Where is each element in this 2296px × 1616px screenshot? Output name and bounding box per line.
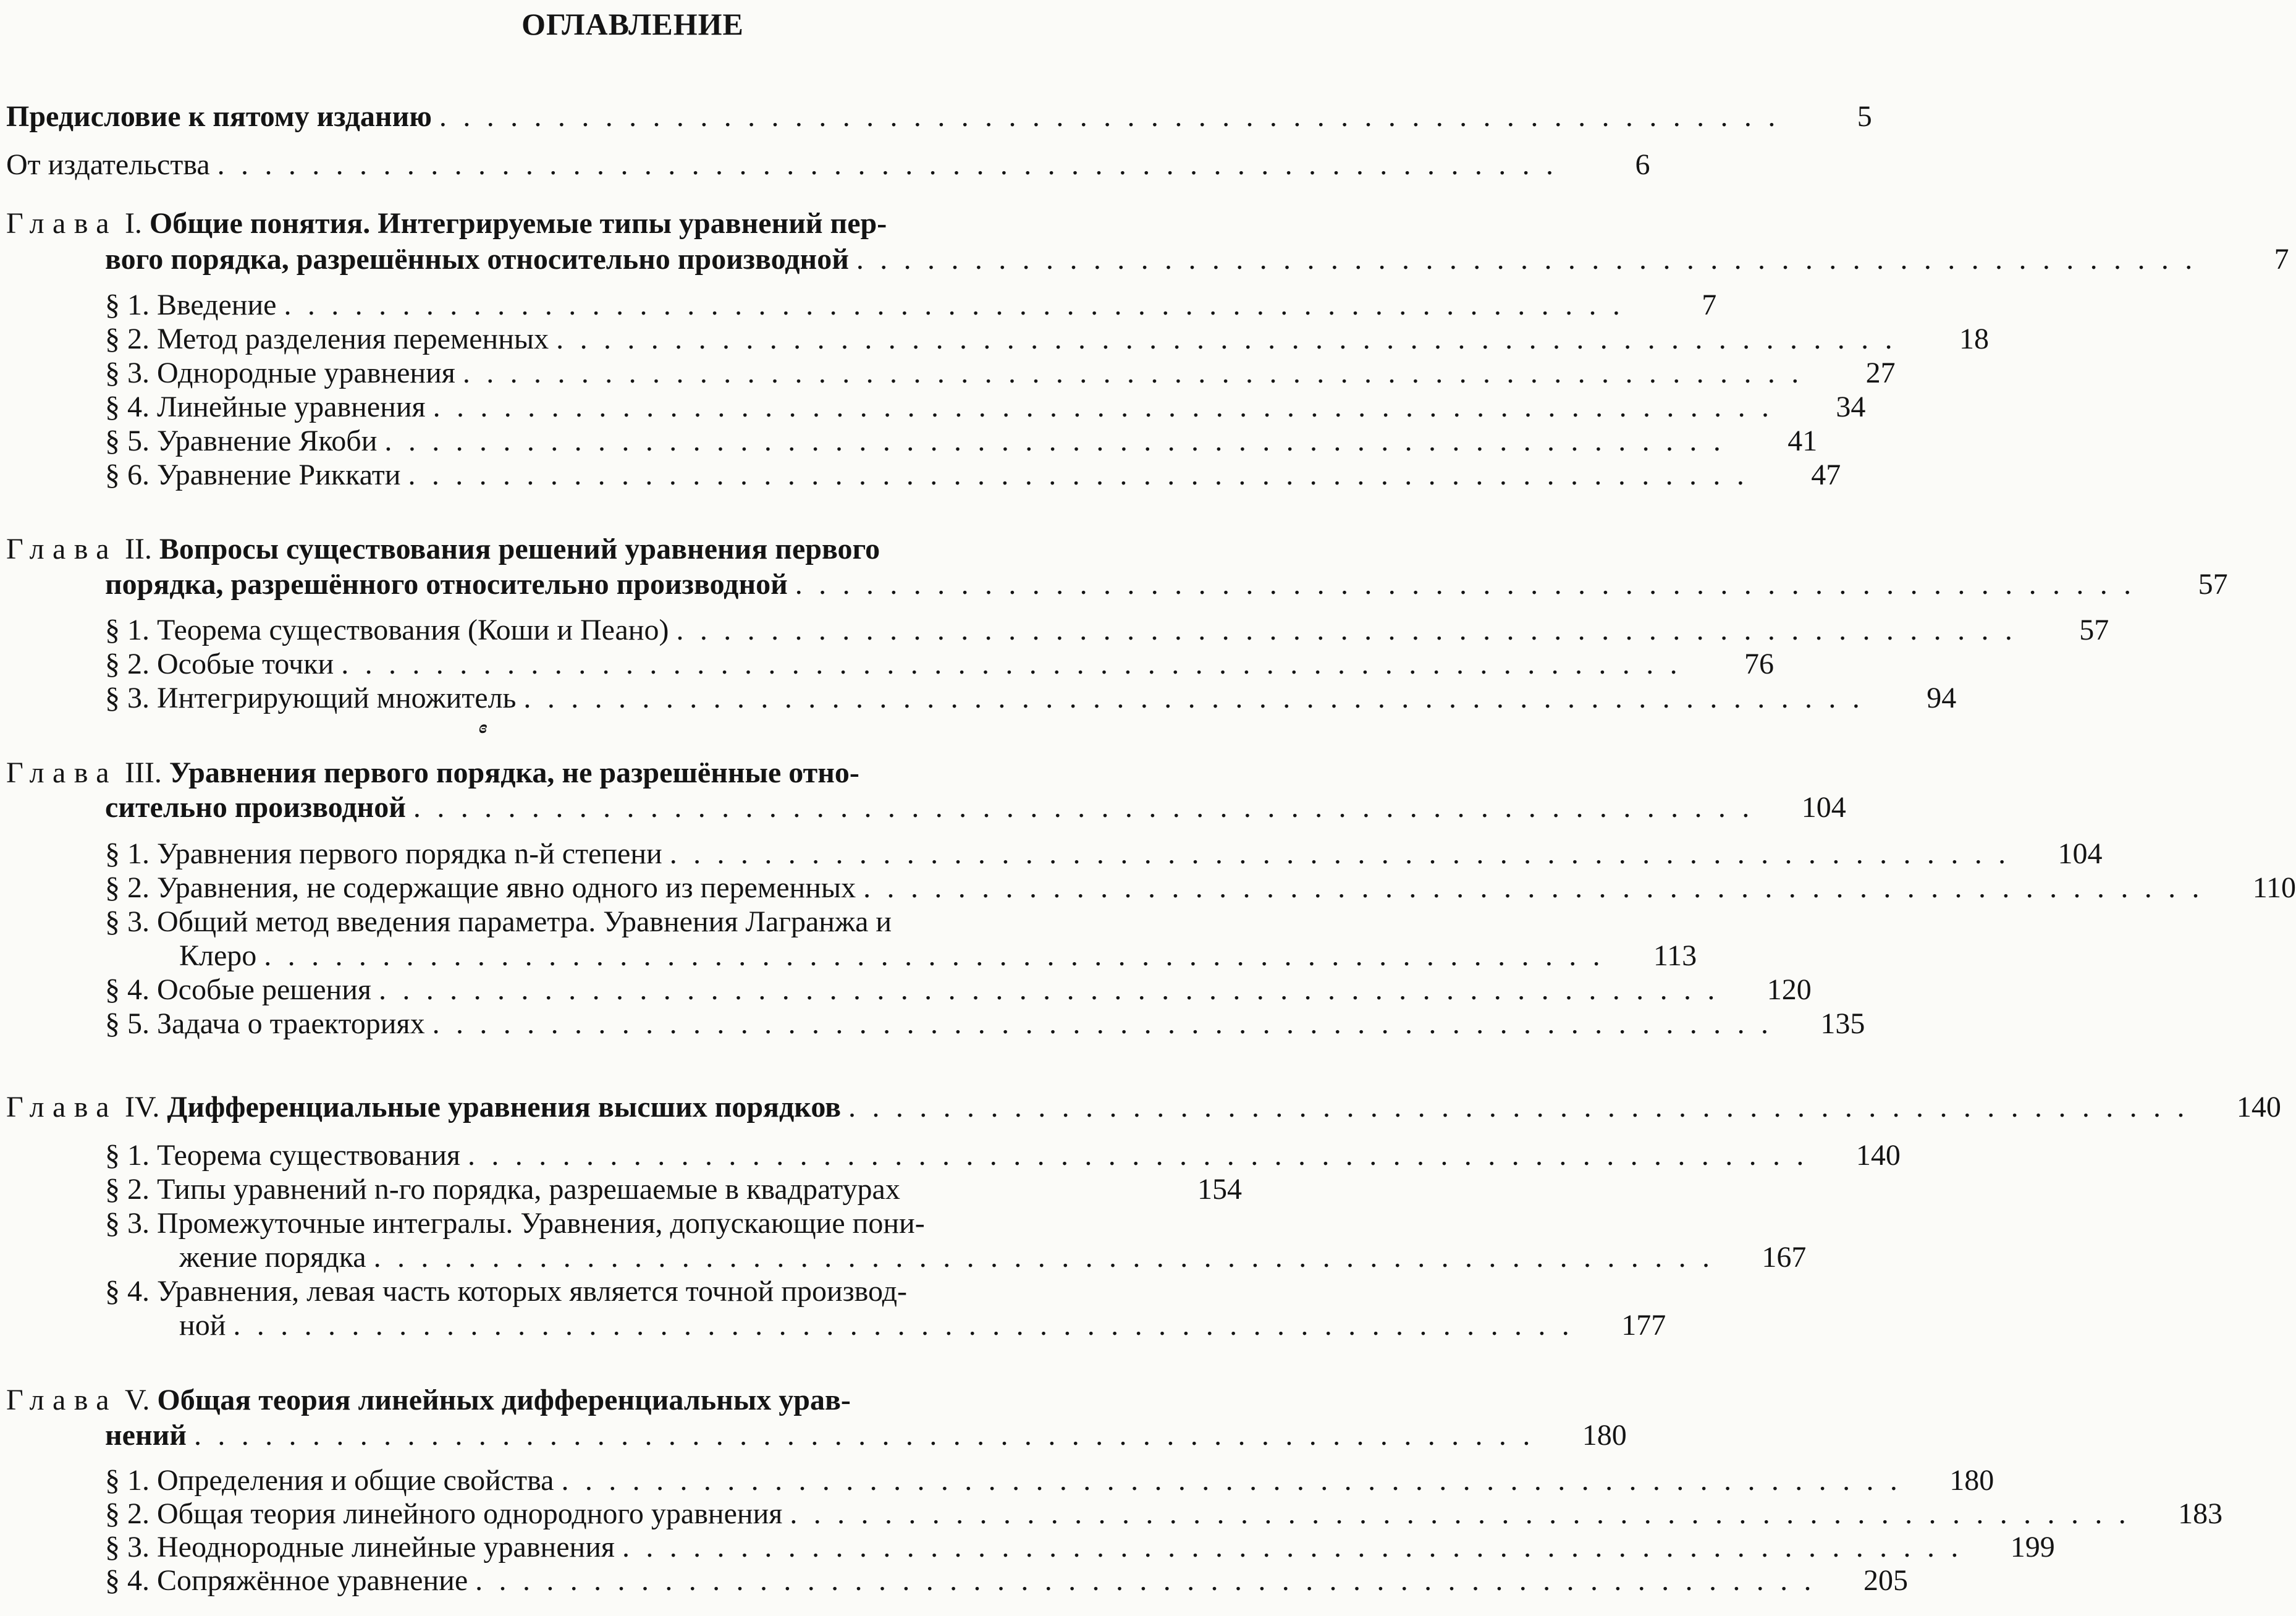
entry-label: § 4. Линейные уравнения [105, 391, 426, 423]
entry-label: § 4. Особые решения [105, 973, 371, 1006]
toc-entry-section[interactable] [105, 837, 2103, 871]
entry-label: § 2. Особые точки [105, 648, 334, 680]
dot-leader: ......................................................... [790, 1497, 2143, 1530]
entry-label: § 4. Сопряжённое уравнение [105, 1564, 468, 1597]
dot-leader: ......................................................... [439, 100, 1792, 133]
page-number: 18 [1959, 323, 1989, 355]
entry-label: § 2. Уравнения, не содержащие явно одного из переменных [105, 871, 856, 904]
page-number: 113 [1653, 939, 1697, 972]
toc-entry-section[interactable] [105, 1007, 1865, 1041]
chapter-heading-cont[interactable] [105, 791, 1846, 824]
page-number: 27 [1865, 357, 1896, 389]
page-number: 104 [2058, 837, 2103, 870]
chapter-word: Глава [6, 207, 117, 240]
chapter-heading[interactable] [6, 756, 1143, 790]
page-number: 76 [1744, 648, 1775, 680]
toc-entry-section[interactable] [105, 1464, 1994, 1497]
chapter-number: V. [124, 1384, 150, 1416]
entry-label: § 1. Введение [105, 289, 277, 321]
chapter-title: Дифференциальные уравнения высших порядков [167, 1091, 842, 1123]
dot-leader: ......................................................... [413, 791, 1766, 824]
toc-entry-section[interactable] [105, 648, 1775, 681]
dot-leader: ......................................................... [669, 837, 2022, 870]
dot-leader: ......................................................... [284, 289, 1637, 321]
dot-leader: ......................................................... [233, 1309, 1586, 1342]
page-number: 140 [1855, 1139, 1901, 1172]
entry-label: § 2. Типы уравнений n-го порядка, разрешаемые в квадратурах [105, 1173, 900, 1206]
page-number: 205 [1863, 1564, 1908, 1597]
dot-leader: ......................................................... [468, 1139, 1820, 1172]
toc-entry-section[interactable] [105, 357, 1896, 390]
dot-leader: ......................................................... [475, 1564, 1828, 1597]
toc-entry-section[interactable] [105, 323, 1989, 356]
toc-entry-section[interactable] [105, 1173, 1242, 1206]
entry-label: § 5. Задача о траекториях [105, 1007, 425, 1040]
entry-label: § 2. Общая теория линейного однородного уравнения [105, 1497, 783, 1530]
page-number: 183 [2178, 1497, 2223, 1530]
page-number: 110 [2252, 871, 2296, 904]
entry-label: От издательства [6, 148, 210, 181]
chapter-heading-cont[interactable] [105, 1419, 1627, 1452]
page-number: 57 [2198, 568, 2228, 601]
chapter-word: Глава [6, 1384, 117, 1416]
page-number: 57 [2079, 614, 2109, 646]
chapter-word: Глава [6, 533, 117, 565]
toc-entry-section-cont[interactable] [105, 1309, 1666, 1342]
chapter-title: Общая теория линейных дифференциальных урав- [157, 1384, 851, 1416]
chapter-heading[interactable] [6, 533, 1143, 566]
toc-entry-section-line1[interactable] [105, 905, 1242, 939]
dot-leader: ......................................................... [795, 568, 2148, 601]
dot-leader: ......................................................... [217, 148, 1570, 181]
page-title: ОГЛАВЛЕНИЕ [521, 7, 744, 41]
dot-leader: ......................................................... [863, 871, 2216, 904]
entry-label: Предисловие к пятому изданию [6, 100, 432, 133]
entry-label: § 3. Неоднородные линейные уравнения [105, 1531, 615, 1563]
dot-leader: ......................................................... [523, 682, 1876, 714]
page-number: 140 [2236, 1091, 2281, 1123]
toc-entry-section[interactable] [105, 1497, 2223, 1531]
dot-leader: ......................................................... [433, 391, 1786, 423]
toc-entry-section[interactable] [105, 614, 2109, 647]
dot-leader: ......................................................... [848, 1091, 2201, 1123]
toc-entry-section[interactable] [105, 682, 1957, 715]
page-number: 6 [1635, 148, 1650, 181]
page-number: 135 [1820, 1007, 1865, 1040]
toc-entry-section-cont[interactable] [105, 939, 1697, 973]
entry-label-cont: Клеро [179, 939, 257, 972]
chapter-number: III. [124, 756, 162, 789]
dot-leader: ......................................................... [856, 243, 2209, 276]
entry-label: § 5. Уравнение Якоби [105, 425, 378, 457]
page-number: 5 [1857, 100, 1872, 133]
dot-leader: ......................................................... [676, 614, 2029, 646]
toc-entry-section-line1[interactable] [105, 1207, 1242, 1240]
chapter-number: IV. [124, 1091, 160, 1123]
ink-blot: ɞ [479, 717, 487, 737]
entry-label: § 2. Метод разделения переменных [105, 323, 549, 355]
dot-leader: ......................................................... [341, 648, 1694, 680]
dot-leader: ......................................................... [432, 1007, 1785, 1040]
chapter-title-cont: вого порядка, разрешённых относительно производной [105, 243, 849, 276]
chapter-number: II. [124, 533, 152, 565]
entry-label: § 3. Общий метод введения параметра. Уравнения Лагранжа и [105, 905, 892, 938]
page-number: 180 [1949, 1464, 1994, 1497]
chapter-title-cont: порядка, разрешённого относительно производной [105, 568, 788, 601]
entry-label: § 1. Определения и общие свойства [105, 1464, 554, 1497]
dot-leader: ......................................................... [384, 425, 1737, 457]
page-number: 34 [1836, 391, 1866, 423]
dot-leader: ......................................................... [408, 459, 1761, 491]
entry-label: § 3. Промежуточные интегралы. Уравнения, допускающие пони- [105, 1207, 925, 1240]
toc-entry-section[interactable] [105, 871, 2296, 905]
toc-entry-publisher[interactable] [6, 148, 1650, 182]
page-number: 177 [1621, 1309, 1666, 1342]
chapter-heading-cont[interactable] [105, 243, 2289, 276]
toc-entry-section[interactable] [105, 1531, 2055, 1564]
page-number: 120 [1766, 973, 1812, 1006]
page-number: 180 [1582, 1419, 1627, 1452]
chapter-heading[interactable] [6, 1091, 2281, 1124]
page-number: 154 [1197, 1173, 1242, 1206]
chapter-heading-label [6, 1091, 841, 1124]
page-number: 104 [1801, 791, 1846, 824]
toc-entry-preface[interactable] [6, 100, 1872, 133]
chapter-heading-cont[interactable] [105, 568, 2228, 601]
toc-entry-section[interactable] [105, 1139, 1901, 1172]
page-number: 47 [1811, 459, 1841, 491]
entry-label-cont: жение порядка [179, 1241, 366, 1274]
chapter-title: Общие понятия. Интегрируемые типы уравнений пер- [149, 207, 887, 240]
toc-entry-section-cont[interactable] [105, 1241, 1807, 1274]
dot-leader: ......................................................... [462, 357, 1815, 389]
entry-label: § 4. Уравнения, левая часть которых является точной производ- [105, 1275, 908, 1308]
dot-leader: ......................................................... [264, 939, 1617, 972]
toc-entry-section[interactable] [105, 973, 1812, 1007]
entry-label: § 6. Уравнение Риккати [105, 459, 401, 491]
dot-leader: ......................................................... [622, 1531, 1975, 1563]
entry-label: § 1. Уравнения первого порядка n-й степени [105, 837, 662, 870]
chapter-title: Вопросы существования решений уравнения первого [159, 533, 880, 565]
chapter-word: Глава [6, 756, 117, 789]
chapter-heading[interactable] [6, 1384, 1143, 1417]
toc-entry-section[interactable] [105, 1564, 1908, 1597]
toc-entry-section[interactable] [105, 289, 1717, 322]
entry-label-cont: ной [179, 1309, 226, 1342]
dot-leader: ......................................................... [561, 1464, 1914, 1497]
chapter-title-cont: сительно производной [105, 791, 406, 824]
entry-label: § 3. Интегрирующий множитель [105, 682, 517, 714]
entry-label: § 1. Теорема существования [105, 1139, 460, 1172]
page-number: 7 [2274, 243, 2289, 276]
chapter-word: Глава [6, 1091, 117, 1123]
toc-entry-section[interactable] [105, 425, 1818, 458]
dot-leader: ......................................................... [556, 323, 1909, 355]
chapter-title: Уравнения первого порядка, не разрешённые отно- [169, 756, 859, 789]
chapter-number: I. [124, 207, 142, 240]
toc-entry-section[interactable] [105, 459, 1841, 492]
chapter-title-cont: нений [105, 1419, 187, 1452]
toc-entry-section[interactable] [105, 391, 1866, 424]
page-number: 167 [1762, 1241, 1807, 1274]
page-number: 199 [2010, 1531, 2055, 1563]
page-number: 94 [1927, 682, 1957, 714]
chapter-heading[interactable] [6, 207, 1143, 240]
page-number: 41 [1787, 425, 1818, 457]
toc-entry-section-line1[interactable] [105, 1275, 1242, 1308]
dot-leader: ......................................................... [193, 1419, 1547, 1452]
dot-leader: ......................................................... [373, 1241, 1726, 1274]
entry-label: § 1. Теорема существования (Коши и Пеано) [105, 614, 669, 646]
dot-leader: ......................................................... [378, 973, 1731, 1006]
page-number: 7 [1702, 289, 1717, 321]
entry-label: § 3. Однородные уравнения [105, 357, 455, 389]
